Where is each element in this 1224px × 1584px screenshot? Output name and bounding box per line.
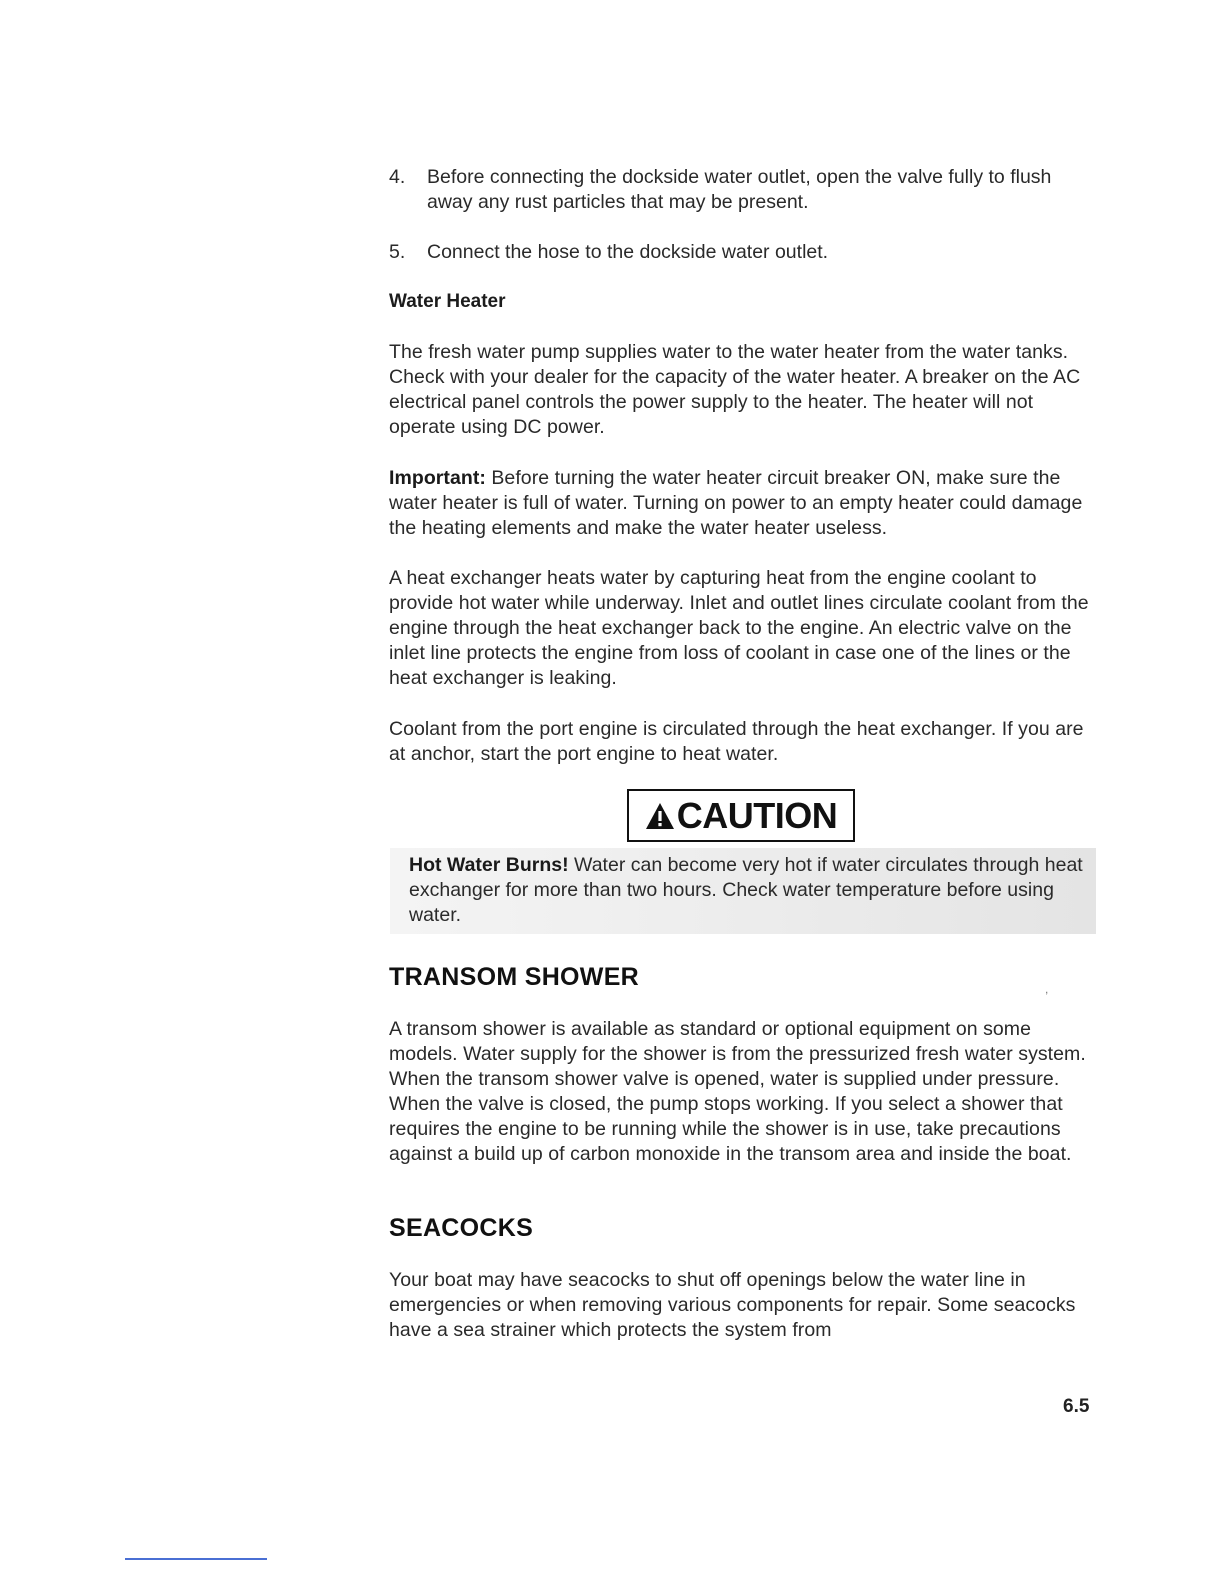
heat-exchanger-paragraph: A heat exchanger heats water by capturing heat from the engine coolant to provide hot water while underway. Inlet and outlet lines circulate coolant from the engine through the heat exchanger back to the engine. An electric valve on the inlet line protects the engine from loss of coolant in case one of the lines or the heat exchanger is leaking. (389, 567, 1089, 689)
important-text: Before turning the water heater circuit breaker ON, make sure the water heater is full of water. Turning on power to an empty heater could damage the heating elements and make the water heater useless. (389, 467, 1083, 539)
page-number: 6.5 (1063, 1396, 1090, 1417)
caution-message (409, 853, 1093, 928)
warning-triangle-icon (645, 802, 675, 830)
step-text: Before connecting the dockside water outlet, open the valve fully to flush away any rust particles that may be present. (427, 166, 1052, 213)
caution-text: Water can become very hot if water circulates through heat exchanger for more than two hours. Check water temperature before using water. (409, 854, 1083, 926)
footer-rule (125, 1558, 267, 1560)
caution-label-box (627, 789, 855, 842)
step-number: 4. (389, 166, 406, 188)
important-label: Important: (389, 467, 486, 489)
seacocks-heading: SEACOCKS (389, 1214, 534, 1242)
step-number: 5. (389, 241, 406, 263)
water-heater-heading: Water Heater (389, 291, 506, 312)
transom-shower-heading: TRANSOM SHOWER (389, 963, 640, 991)
seacocks-paragraph: Your boat may have seacocks to shut off openings below the water line in emergencies or when removing various components for repair. Some seacocks have a sea strainer which protects the system from (389, 1269, 1076, 1341)
caution-label: CAUTION (676, 794, 838, 836)
water-heater-paragraph-1: The fresh water pump supplies water to the water heater from the water tanks. Check with your dealer for the capacity of the water heater. A breaker on the AC electrical panel controls the power supply to the heater. The heater will not operate using DC power. (389, 341, 1081, 438)
caution-lead: Hot Water Burns! (409, 854, 569, 876)
port-engine-paragraph: Coolant from the port engine is circulated through the heat exchanger. If you are at anchor, start the port engine to heat water. (389, 718, 1084, 765)
important-note (389, 466, 1099, 541)
transom-shower-paragraph: A transom shower is available as standard or optional equipment on some models. Water supply for the shower is from the pressurized fresh water system. When the transom shower valve is opened, water is supplied under pressure. When the valve is closed, the pump stops working. If you select a shower that requires the engine to be running while the shower is in use, take precautions against a build up of carbon monoxide in the transom area and inside the boat. (389, 1018, 1086, 1165)
step-text: Connect the hose to the dockside water outlet. (427, 241, 829, 263)
stray-mark: , (1045, 982, 1049, 996)
